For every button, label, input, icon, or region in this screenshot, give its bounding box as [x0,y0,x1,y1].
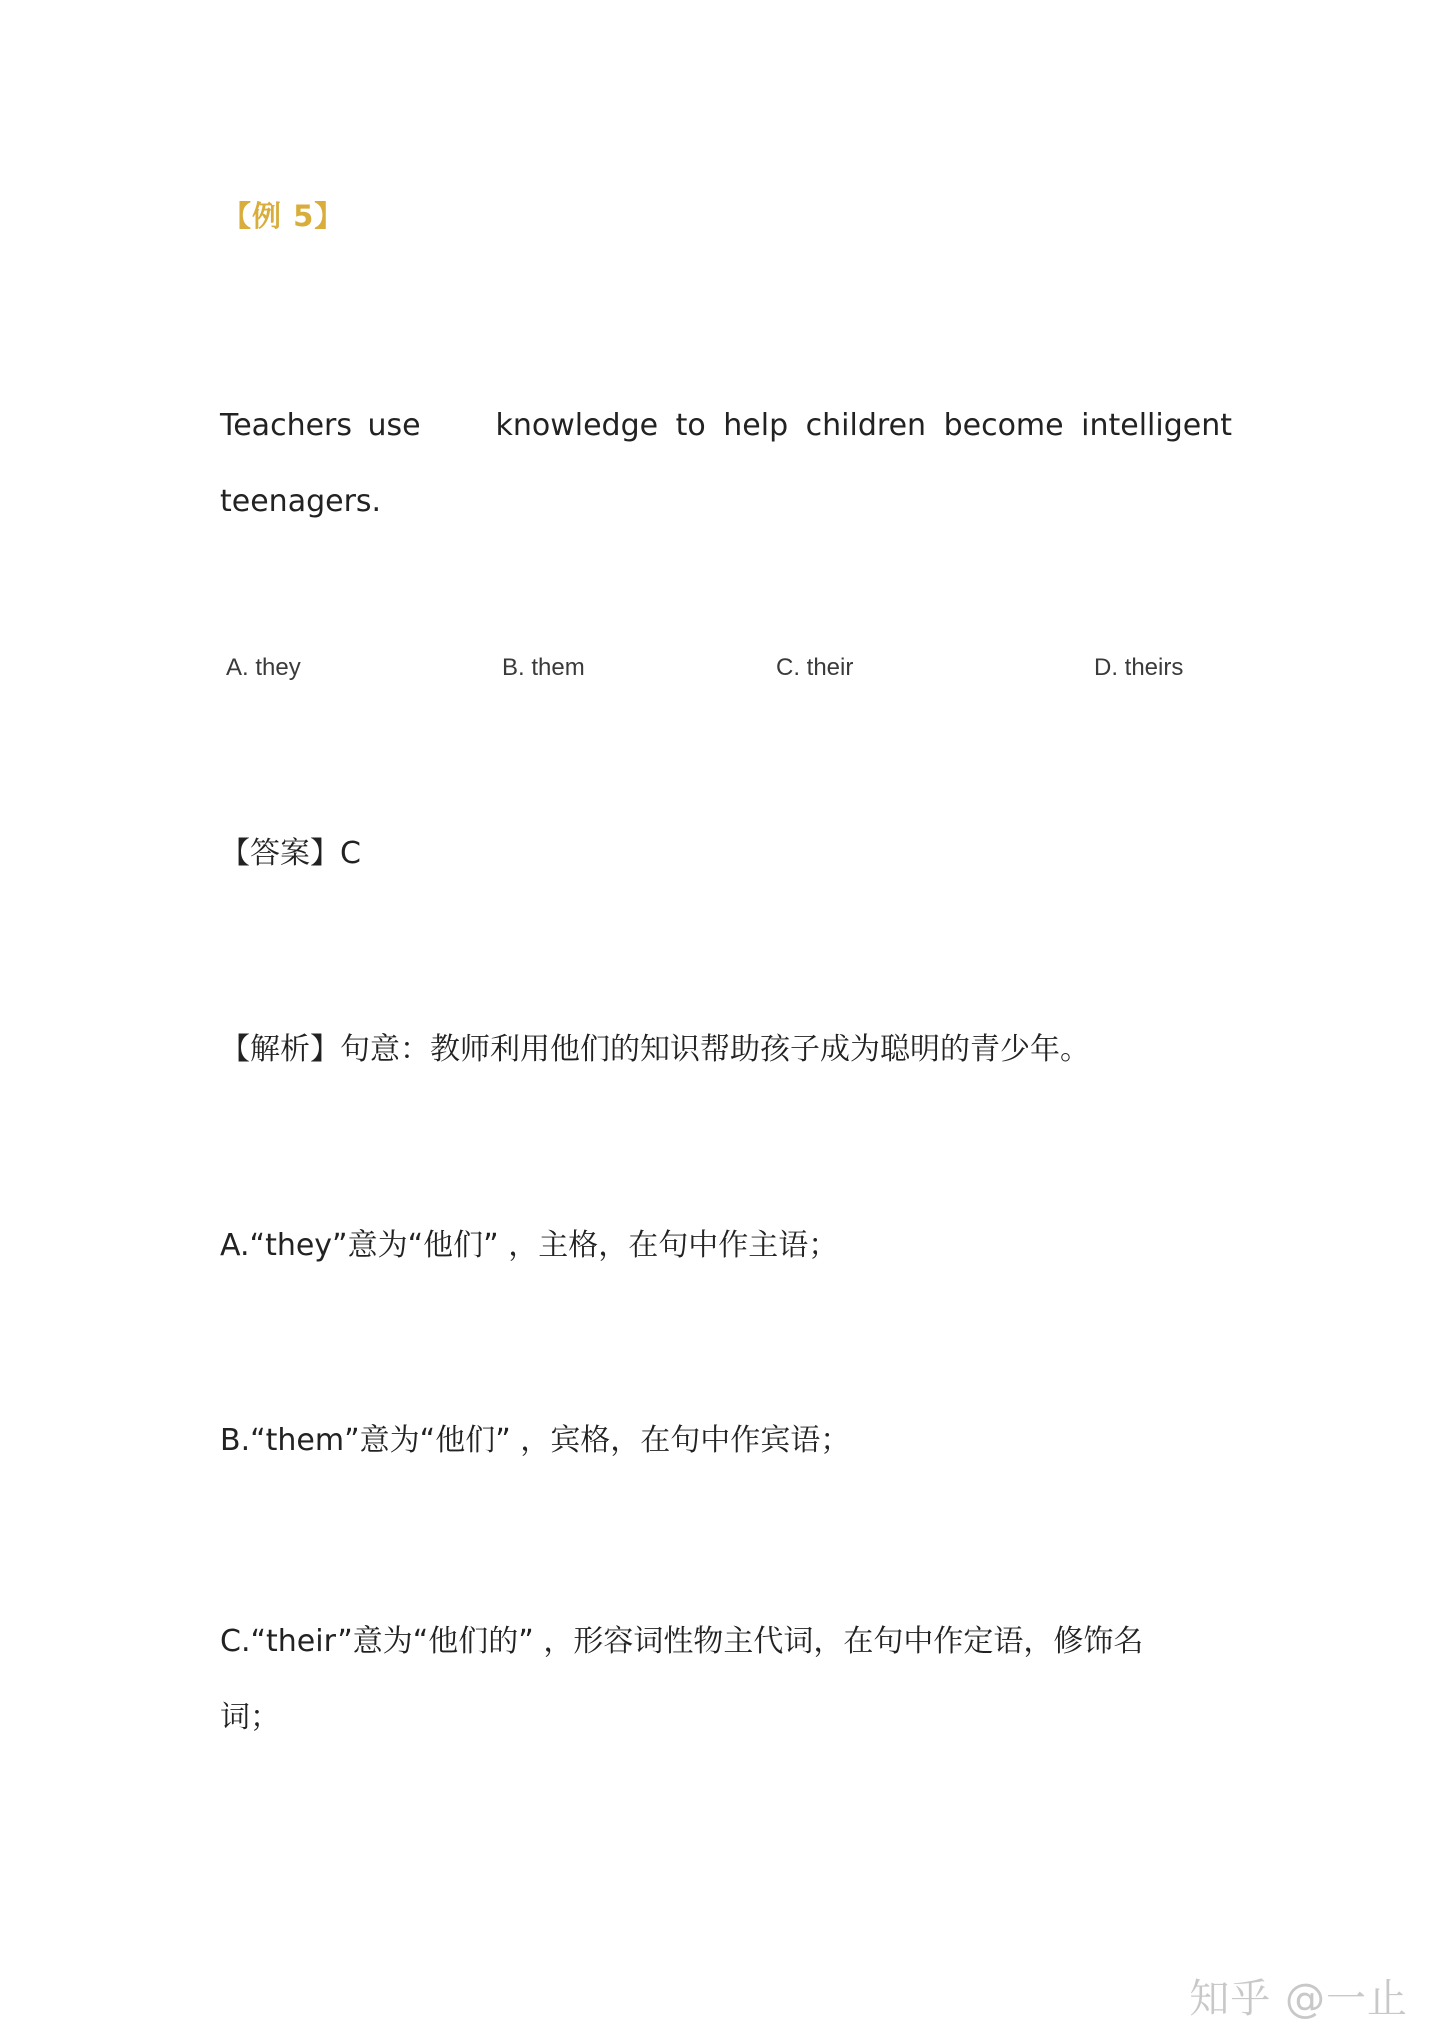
option-a: A. they [226,654,301,681]
question-text [220,388,1232,540]
explanation-c-line-1: C.“their”意为“他们的” ，形容词性物主代词，在句中作定语，修饰名 [220,1624,1144,1659]
explanation-c [220,1604,1232,1756]
option-b: B. them [502,654,585,681]
question-part-1: Teachers use [220,408,421,443]
question-part-2: knowledge to help children become intelligent [495,408,1232,443]
watermark: 知乎 @一止 [1189,1976,1408,2022]
example-heading: 【例 5】 [222,199,345,233]
explanation-c-line-2: 词； [220,1700,280,1735]
option-d: D. theirs [1094,654,1184,681]
answer-line: 【答案】C [220,836,361,871]
answer-options [0,654,1440,694]
analysis-line: 【解析】句意：教师利用他们的知识帮助孩子成为聪明的青少年。 [220,1032,1090,1067]
explanation-a: A.“they”意为“他们” ，主格，在句中作主语； [220,1228,839,1263]
question-line-2: teenagers. [220,484,382,519]
question-line-1 [220,388,1232,464]
option-c: C. their [776,654,854,681]
explanation-b: B.“them”意为“他们” ，宾格，在句中作宾语； [220,1423,851,1458]
